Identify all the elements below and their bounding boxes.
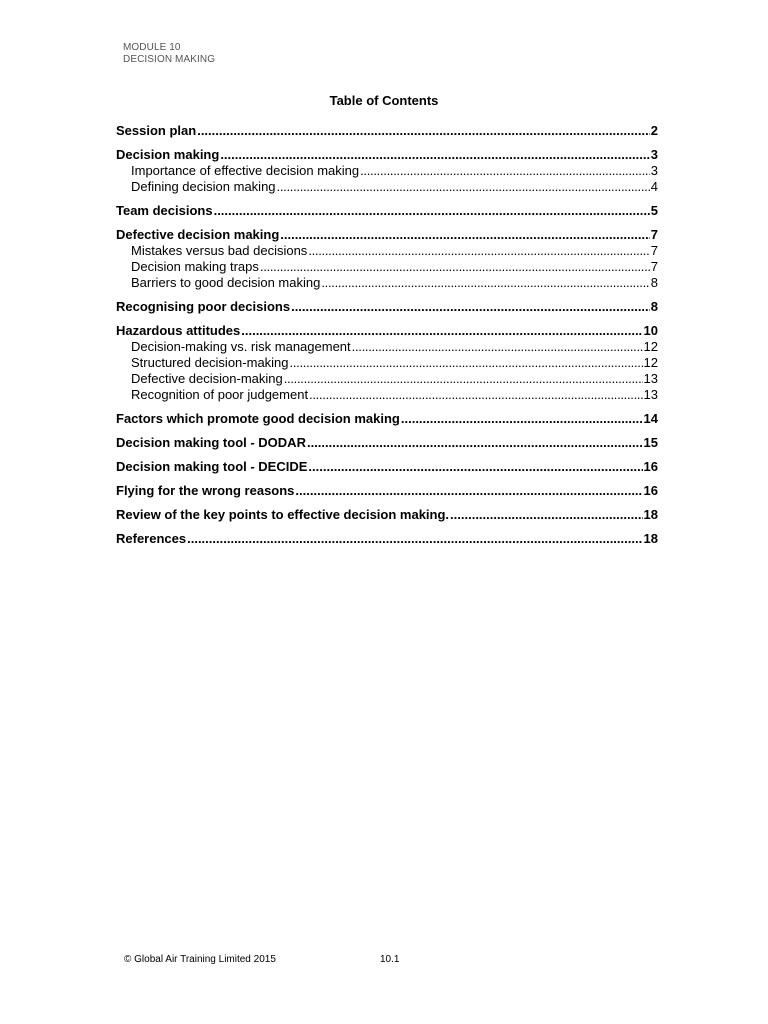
dot-leader (187, 531, 642, 547)
toc-entry-page: 8 (650, 275, 658, 290)
toc-entry[interactable] (116, 227, 658, 243)
toc-entry-title: Structured decision-making (131, 355, 289, 370)
toc-subentry[interactable] (116, 243, 658, 259)
dot-leader (241, 323, 642, 339)
toc-entry[interactable] (116, 411, 658, 427)
running-header (123, 42, 215, 66)
toc-entry-title: Decision making tool - DECIDE (116, 459, 308, 474)
footer-page-number: 10.1 (380, 954, 400, 965)
dot-leader (284, 371, 643, 387)
toc-entry[interactable] (116, 531, 658, 547)
dot-leader (321, 275, 649, 291)
toc-entry-title: Defective decision-making (131, 371, 283, 386)
toc-entry-page: 7 (650, 243, 658, 258)
module-number: MODULE 10 (123, 42, 181, 53)
toc-subentry[interactable] (116, 179, 658, 195)
toc-entry-page: 3 (650, 147, 658, 162)
toc-entry[interactable] (116, 507, 658, 523)
footer-copyright: © Global Air Training Limited 2015 (124, 954, 276, 965)
toc-entry-page: 18 (643, 531, 658, 546)
dot-leader (450, 507, 643, 523)
toc-entry-title: Team decisions (116, 203, 213, 218)
toc-entry-title: Flying for the wrong reasons (116, 483, 295, 498)
toc-entry-page: 10 (643, 323, 658, 338)
dot-leader (220, 147, 649, 163)
toc-entry-page: 8 (650, 299, 658, 314)
dot-leader (214, 203, 650, 219)
dot-leader (197, 123, 650, 139)
toc-entry[interactable] (116, 323, 658, 339)
toc-entry-page: 4 (650, 179, 658, 194)
toc-entry-title: Mistakes versus bad decisions (131, 243, 308, 258)
toc-entry-page: 18 (643, 507, 658, 522)
dot-leader (277, 179, 650, 195)
toc-entry-title: Defective decision making (116, 227, 280, 242)
toc-entry-page: 13 (643, 387, 658, 402)
dot-leader (291, 299, 650, 315)
toc-entry-title: Session plan (116, 123, 197, 138)
dot-leader (295, 483, 642, 499)
toc-entry-title: Barriers to good decision making (131, 275, 321, 290)
toc-title: Table of Contents (329, 93, 439, 108)
toc-subentry[interactable] (116, 387, 658, 403)
toc-entry-page: 5 (650, 203, 658, 218)
toc-entry[interactable] (116, 435, 658, 451)
toc-subentry[interactable] (116, 371, 658, 387)
dot-leader (309, 387, 642, 403)
toc-subentry[interactable] (116, 163, 658, 179)
toc-entry-title: Recognition of poor judgement (131, 387, 309, 402)
dot-leader (308, 243, 649, 259)
toc-entry[interactable] (116, 123, 658, 139)
dot-leader (360, 163, 650, 179)
toc-entry-title: Hazardous attitudes (116, 323, 241, 338)
dot-leader (308, 459, 642, 475)
dot-leader (352, 339, 643, 355)
toc-entry-page: 13 (643, 371, 658, 386)
toc-entry-page: 2 (650, 123, 658, 138)
toc-entry-title: Review of the key points to effective decision making. (116, 507, 450, 522)
toc-subentry[interactable] (116, 259, 658, 275)
dot-leader (307, 435, 643, 451)
toc-entry-page: 7 (650, 259, 658, 274)
toc-entry-page: 16 (643, 459, 658, 474)
toc-entry-title: Decision-making vs. risk management (131, 339, 351, 354)
toc-entry-page: 14 (643, 411, 658, 426)
toc-entry[interactable] (116, 203, 658, 219)
toc-entry-title: Decision making (116, 147, 220, 162)
toc-entry-page: 7 (650, 227, 658, 242)
toc-entry-page: 15 (643, 435, 658, 450)
toc-entry-page: 12 (643, 339, 658, 354)
toc-entry-title: Decision making tool - DODAR (116, 435, 306, 450)
table-of-contents (116, 123, 658, 547)
toc-subentry[interactable] (116, 339, 658, 355)
toc-entry-title: Recognising poor decisions (116, 299, 291, 314)
dot-leader (401, 411, 643, 427)
toc-entry-title: Factors which promote good decision making (116, 411, 400, 426)
toc-entry[interactable] (116, 459, 658, 475)
toc-entry-title: Defining decision making (131, 179, 276, 194)
toc-entry[interactable] (116, 299, 658, 315)
dot-leader (290, 355, 643, 371)
toc-entry[interactable] (116, 147, 658, 163)
toc-entry-page: 12 (643, 355, 658, 370)
toc-entry-title: References (116, 531, 187, 546)
dot-leader (260, 259, 650, 275)
toc-entry-title: Decision making traps (131, 259, 259, 274)
module-title: DECISION MAKING (123, 54, 216, 65)
toc-subentry[interactable] (116, 355, 658, 371)
toc-subentry[interactable] (116, 275, 658, 291)
toc-entry-page: 3 (650, 163, 658, 178)
toc-entry-title: Importance of effective decision making (131, 163, 360, 178)
toc-entry[interactable] (116, 483, 658, 499)
toc-entry-page: 16 (643, 483, 658, 498)
dot-leader (280, 227, 649, 243)
